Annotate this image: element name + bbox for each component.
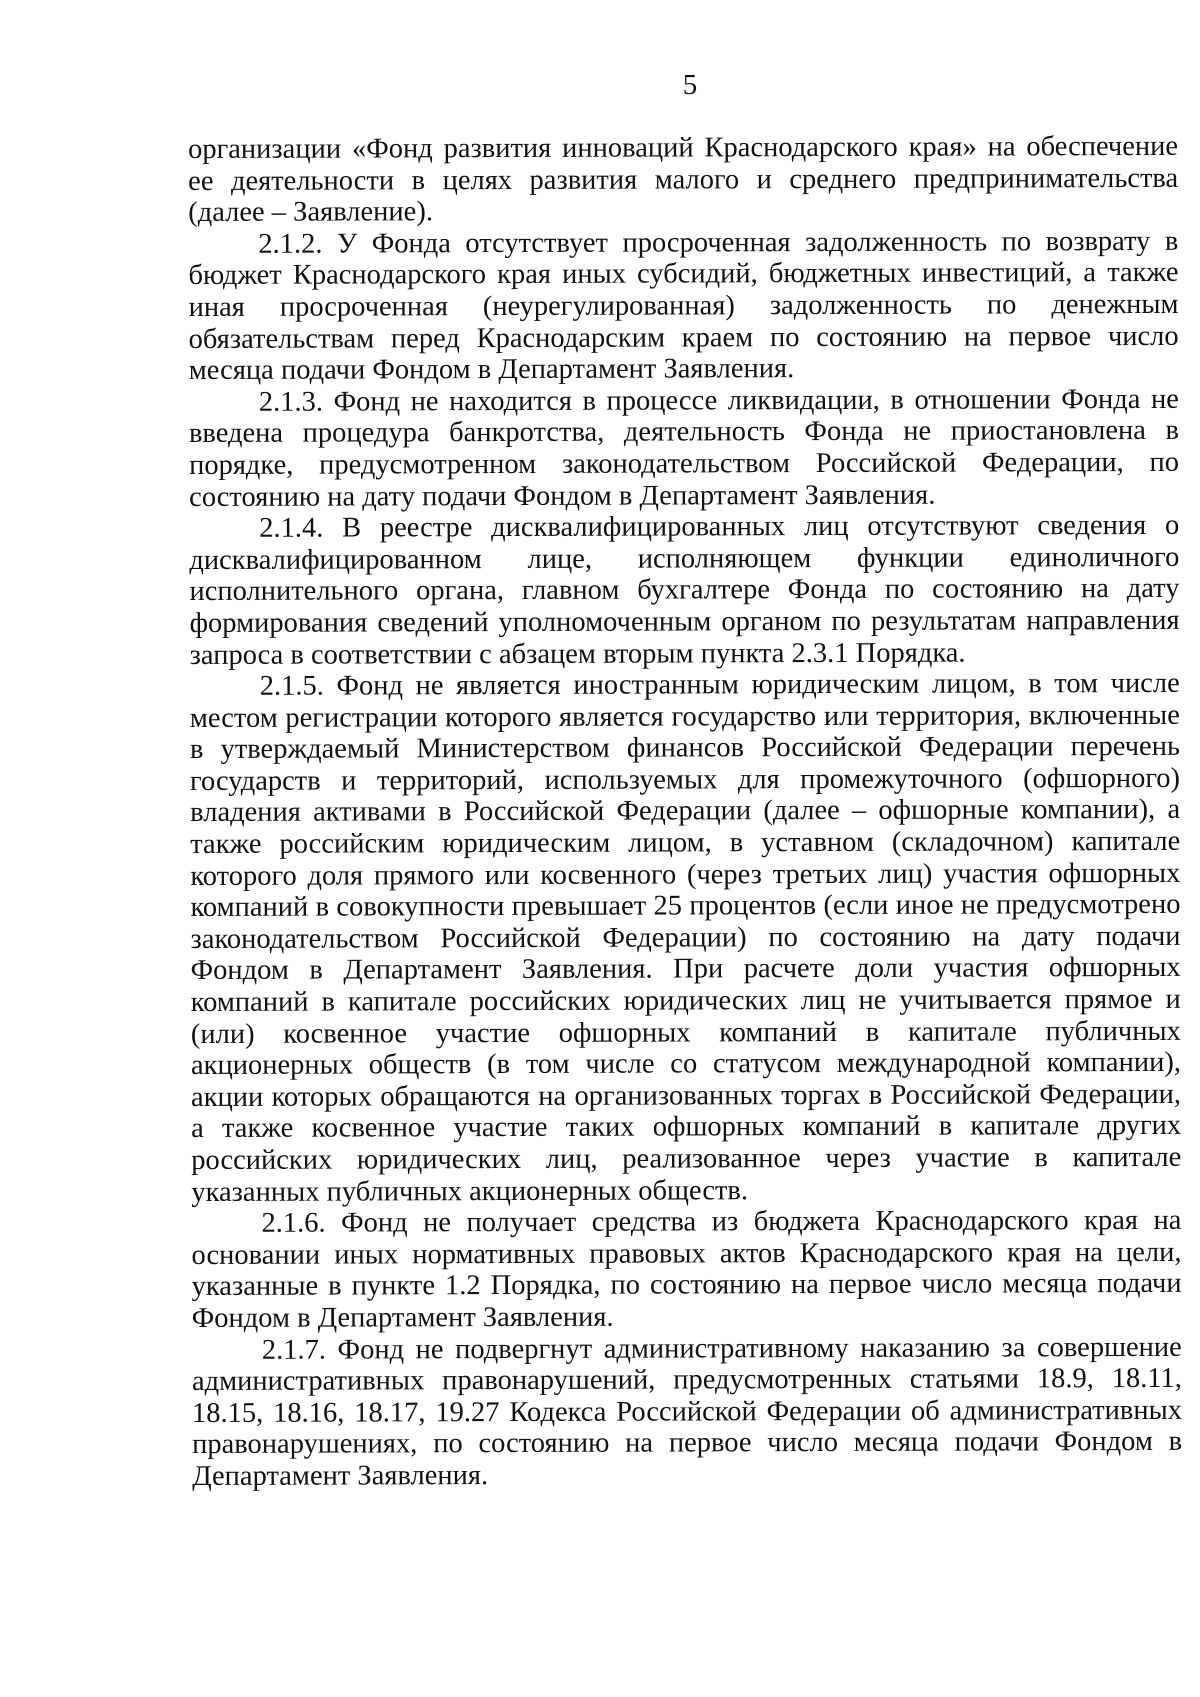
paragraph-2-1-5: 2.1.5. Фонд не является иностранным юридическим лицом, в том числе местом регистрации которого является государство или территория, включенные в утверждаемый Министерством финансов Российской Федерации перечень государств и территорий, используемых для промежуточного (офшорного) владения активами в Российской Федерации (далее – офшорные компании), а также российским юридическим лицом, в уставном (складочном) капитале которого доля прямого или косвенного (через третьих лиц) участия офшорных компаний в совокупности превышает 25 процентов (если иное не предусмотрено законодательством Российской Федерации) по состоянию на дату подачи Фондом в Департамент Заявления. При расчете доли участия офшорных компаний в капитале российских юридических лиц не учитывается прямое и (или) косвенное участие офшорных компаний в капитале публичных акционерных обществ (в том числе со статусом международной компании), акции которых обращаются на организованных торгах в Российской Федерации, а также косвенное участие таких офшорных компаний в капитале других российских юридических лиц, реализованное через участие в капитале указанных публичных акционерных обществ. — [189, 667, 1182, 1208]
paragraph-2-1-2: 2.1.2. У Фонда отсутствует просроченная задолженность по возврату в бюджет Краснодарского края иных субсидий, бюджетных инвестиций, а также иная просроченная (неурегулированная) задолженность по денежным обязательствам перед Краснодарским краем по состоянию на первое число месяца подачи Фондом в Департамент Заявления. — [188, 225, 1179, 387]
page-number: 5 — [682, 69, 698, 101]
document-body — [188, 131, 1182, 1493]
paragraph-2-1-7: 2.1.7. Фонд не подвергнут административному наказанию за совершение административных правонарушений, предусмотренных статьями 18.9, 18.11, 18.15, 18.16, 18.17, 19.27 Кодекса Российской Федерации об административных правонарушениях, по состоянию на первое число месяца подачи Фондом в Департамент Заявления. — [191, 1331, 1183, 1492]
paragraph-continuation: организации «Фонд развития инноваций Краснодарского края» на обеспечение ее деятельности в целях развития малого и среднего предпринимательства (далее – Заявление). — [188, 130, 1179, 229]
paragraph-2-1-4: 2.1.4. В реестре дисквалифицированных лиц отсутствуют сведения о дисквалифицированном лице, исполняющем функции единоличного исполнительного органа, главном бухгалтере Фонда по состоянию на дату формирования сведений уполномоченным органом по результатам направления запроса в соответствии с абзацем вторым пункта 2.3.1 Порядка. — [189, 510, 1180, 671]
paragraph-2-1-3: 2.1.3. Фонд не находится в процессе ликвидации, в отношении Фонда не введена процедура банкротства, деятельность Фонда не приостановлена в порядке, предусмотренном законодательством Российской Федерации, по состоянию на дату подачи Фондом в Департамент Заявления. — [188, 383, 1180, 513]
paragraph-2-1-6: 2.1.6. Фонд не получает средства из бюджета Краснодарского края на основании иных нормативных правовых актов Краснодарского края на цели, указанные в пункте 1.2 Порядка, по состоянию на первое число месяца подачи Фондом в Департамент Заявления. — [191, 1205, 1182, 1334]
